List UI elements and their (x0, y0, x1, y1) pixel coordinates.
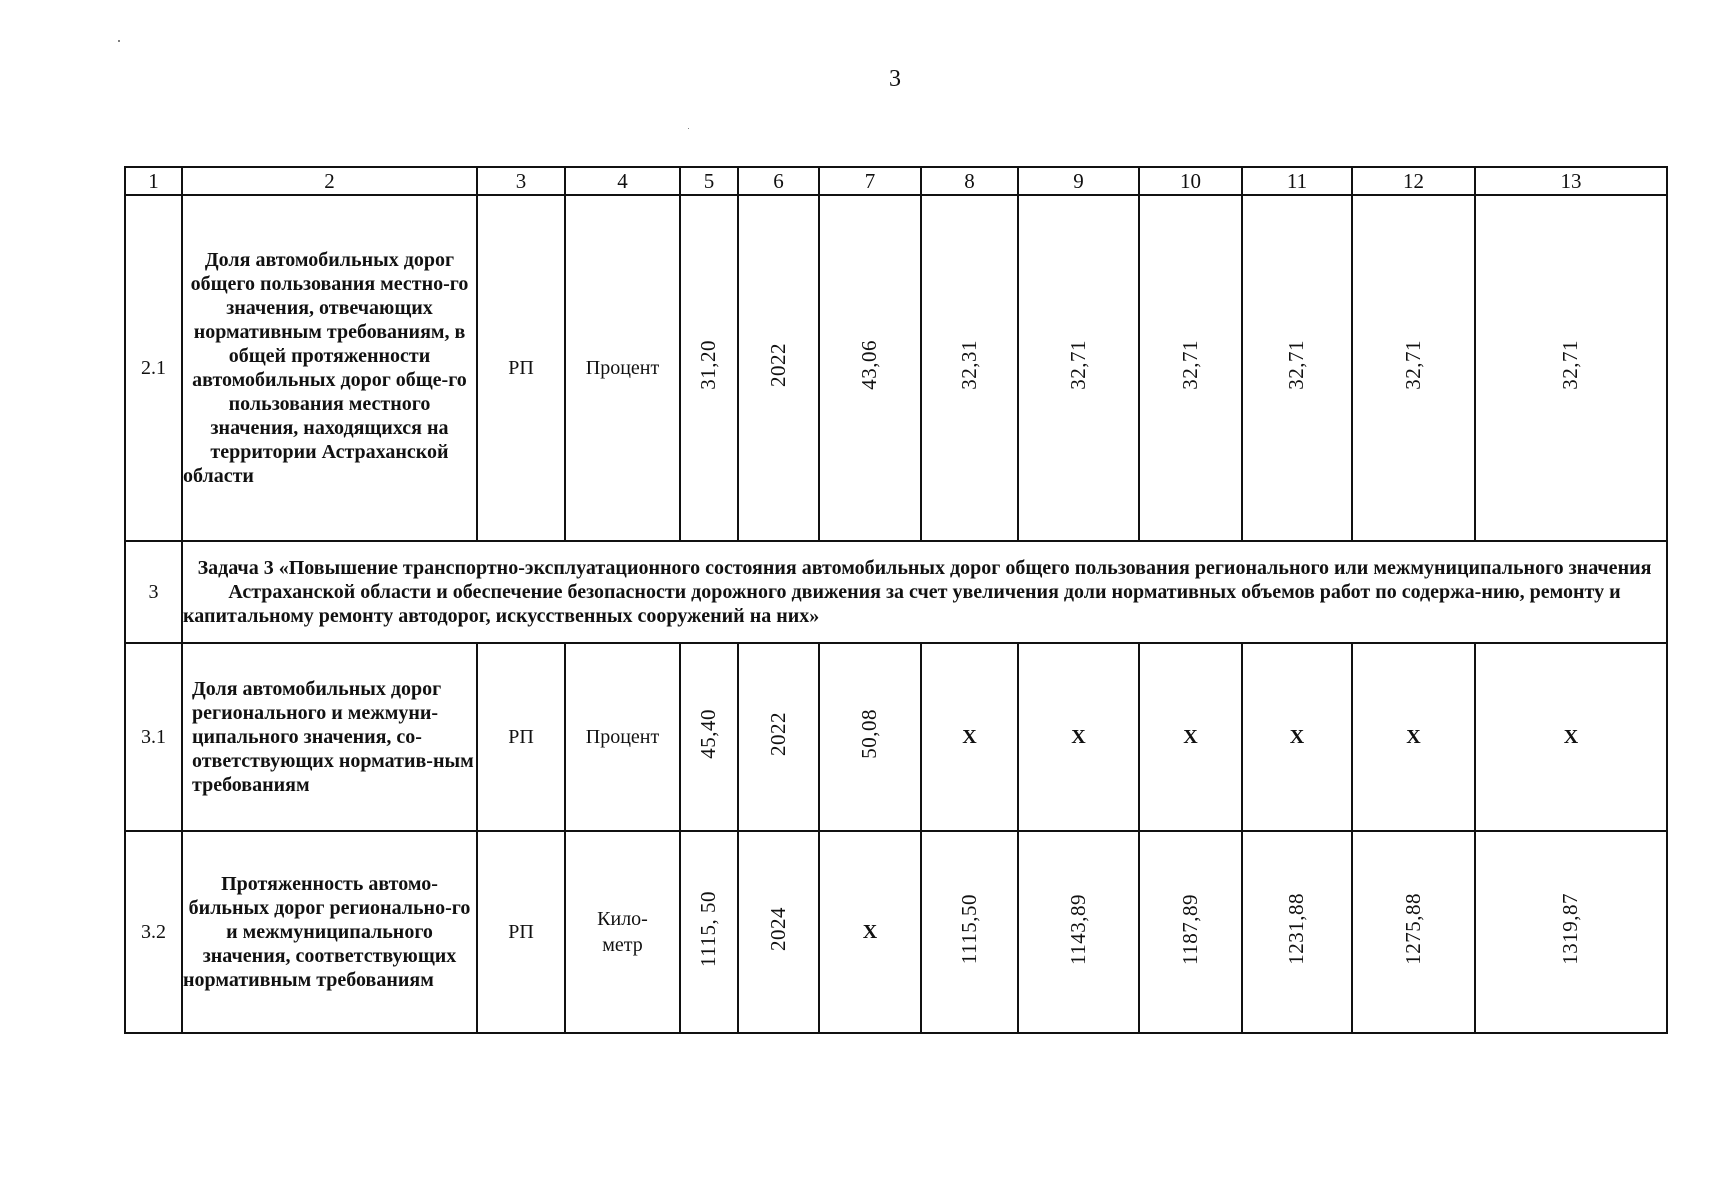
row-number: 3.2 (125, 831, 182, 1033)
row-number: 3 (125, 541, 182, 643)
unit-text (597, 906, 648, 958)
indicator-description: Протяженность автомо-бильных дорог регионально-го и межмуниципального значения, соответствующих нормативным требованиям (182, 831, 477, 1033)
unit-cell (565, 831, 680, 1033)
header-cell: 3 (477, 167, 565, 195)
value-col-10: X (1139, 643, 1242, 831)
value-col-12: X (1352, 643, 1475, 831)
unit-cell: Процент (565, 643, 680, 831)
header-cell: 8 (921, 167, 1018, 195)
page-number: 3 (889, 66, 901, 92)
value-cell (1139, 831, 1242, 1033)
value-cell (1475, 831, 1667, 1033)
base-year: 2022 (765, 343, 790, 387)
table-row (125, 643, 1667, 831)
header-cell: 6 (738, 167, 819, 195)
unit-line: метр (602, 934, 643, 956)
base-year-cell (738, 831, 819, 1033)
value-col-7: 50,08 (857, 709, 882, 759)
value-cell (819, 643, 921, 831)
base-value: 1115, 50 (696, 891, 721, 967)
task-description: Задача 3 «Повышение транспортно-эксплуатационного состояния автомобильных дорог общего пользования регионального или межмуниципального значения Астраханской области и обеспечение безопасности дорожного движения за счет увеличения доли нормативных объемов работ по содержа-нию, ремонту и капитальному ремонту автодорог, искусственных сооружений на них» (182, 541, 1667, 643)
base-value-cell (680, 831, 738, 1033)
value-col-10: 32,71 (1177, 340, 1202, 390)
value-col-8: 1115,50 (956, 893, 981, 965)
value-cell (1018, 195, 1139, 541)
scan-speck (118, 40, 120, 42)
base-value: 31,20 (696, 340, 721, 390)
unit-cell: Процент (565, 195, 680, 541)
value-cell (1242, 195, 1352, 541)
value-col-7: 43,06 (857, 340, 882, 390)
base-value: 45,40 (696, 709, 721, 759)
header-cell: 11 (1242, 167, 1352, 195)
table-header-row (125, 167, 1667, 195)
value-col-11: 1231,88 (1284, 893, 1309, 965)
value-col-9: 1143,89 (1065, 893, 1090, 965)
value-cell (921, 831, 1018, 1033)
base-value-cell (680, 643, 738, 831)
value-cell (1352, 831, 1475, 1033)
value-col-10: 1187,89 (1177, 893, 1202, 965)
value-cell (921, 195, 1018, 541)
table-row (125, 831, 1667, 1033)
indicators-table (124, 166, 1668, 1034)
value-col-11: 32,71 (1284, 340, 1309, 390)
value-cell (1242, 831, 1352, 1033)
base-year: 2022 (765, 712, 790, 756)
table-row (125, 195, 1667, 541)
indicator-description: Доля автомобильных дорог общего пользования местно-го значения, отвечающих нормативным требованиям, в общей протяженности автомобильных дорог обще-го пользования местного значения, находящихся на территории Астраханской области (182, 195, 477, 541)
value-col-8: 32,31 (956, 340, 981, 390)
header-cell: 10 (1139, 167, 1242, 195)
level-cell: РП (477, 195, 565, 541)
level-cell: РП (477, 831, 565, 1033)
value-col-9: 32,71 (1065, 340, 1090, 390)
base-year-cell (738, 195, 819, 541)
value-col-8: X (921, 643, 1018, 831)
header-cell: 1 (125, 167, 182, 195)
header-cell: 9 (1018, 167, 1139, 195)
table-row-task (125, 541, 1667, 643)
value-col-13: 32,71 (1558, 340, 1583, 390)
header-cell: 12 (1352, 167, 1475, 195)
value-cell (1139, 195, 1242, 541)
unit-line: Кило- (597, 908, 648, 930)
value-col-12: 1275,88 (1400, 893, 1425, 965)
value-col-11: X (1242, 643, 1352, 831)
header-cell: 2 (182, 167, 477, 195)
header-cell: 5 (680, 167, 738, 195)
value-col-7: X (819, 831, 921, 1033)
header-cell: 4 (565, 167, 680, 195)
value-col-13: 1319,87 (1558, 893, 1583, 965)
indicator-description: Доля автомобильных дорог регионального и межмуни-ципального значения, со-ответствующих норматив-ным требованиям (182, 643, 477, 831)
base-value-cell (680, 195, 738, 541)
value-cell (1018, 831, 1139, 1033)
value-col-12: 32,71 (1400, 340, 1425, 390)
scan-speck (688, 128, 689, 129)
value-col-13: X (1475, 643, 1667, 831)
value-cell (819, 195, 921, 541)
value-cell (1475, 195, 1667, 541)
row-number: 3.1 (125, 643, 182, 831)
header-cell: 7 (819, 167, 921, 195)
level-cell: РП (477, 643, 565, 831)
header-cell: 13 (1475, 167, 1667, 195)
row-number: 2.1 (125, 195, 182, 541)
value-cell (1352, 195, 1475, 541)
base-year-cell (738, 643, 819, 831)
value-col-9: X (1018, 643, 1139, 831)
base-year: 2024 (765, 907, 790, 951)
